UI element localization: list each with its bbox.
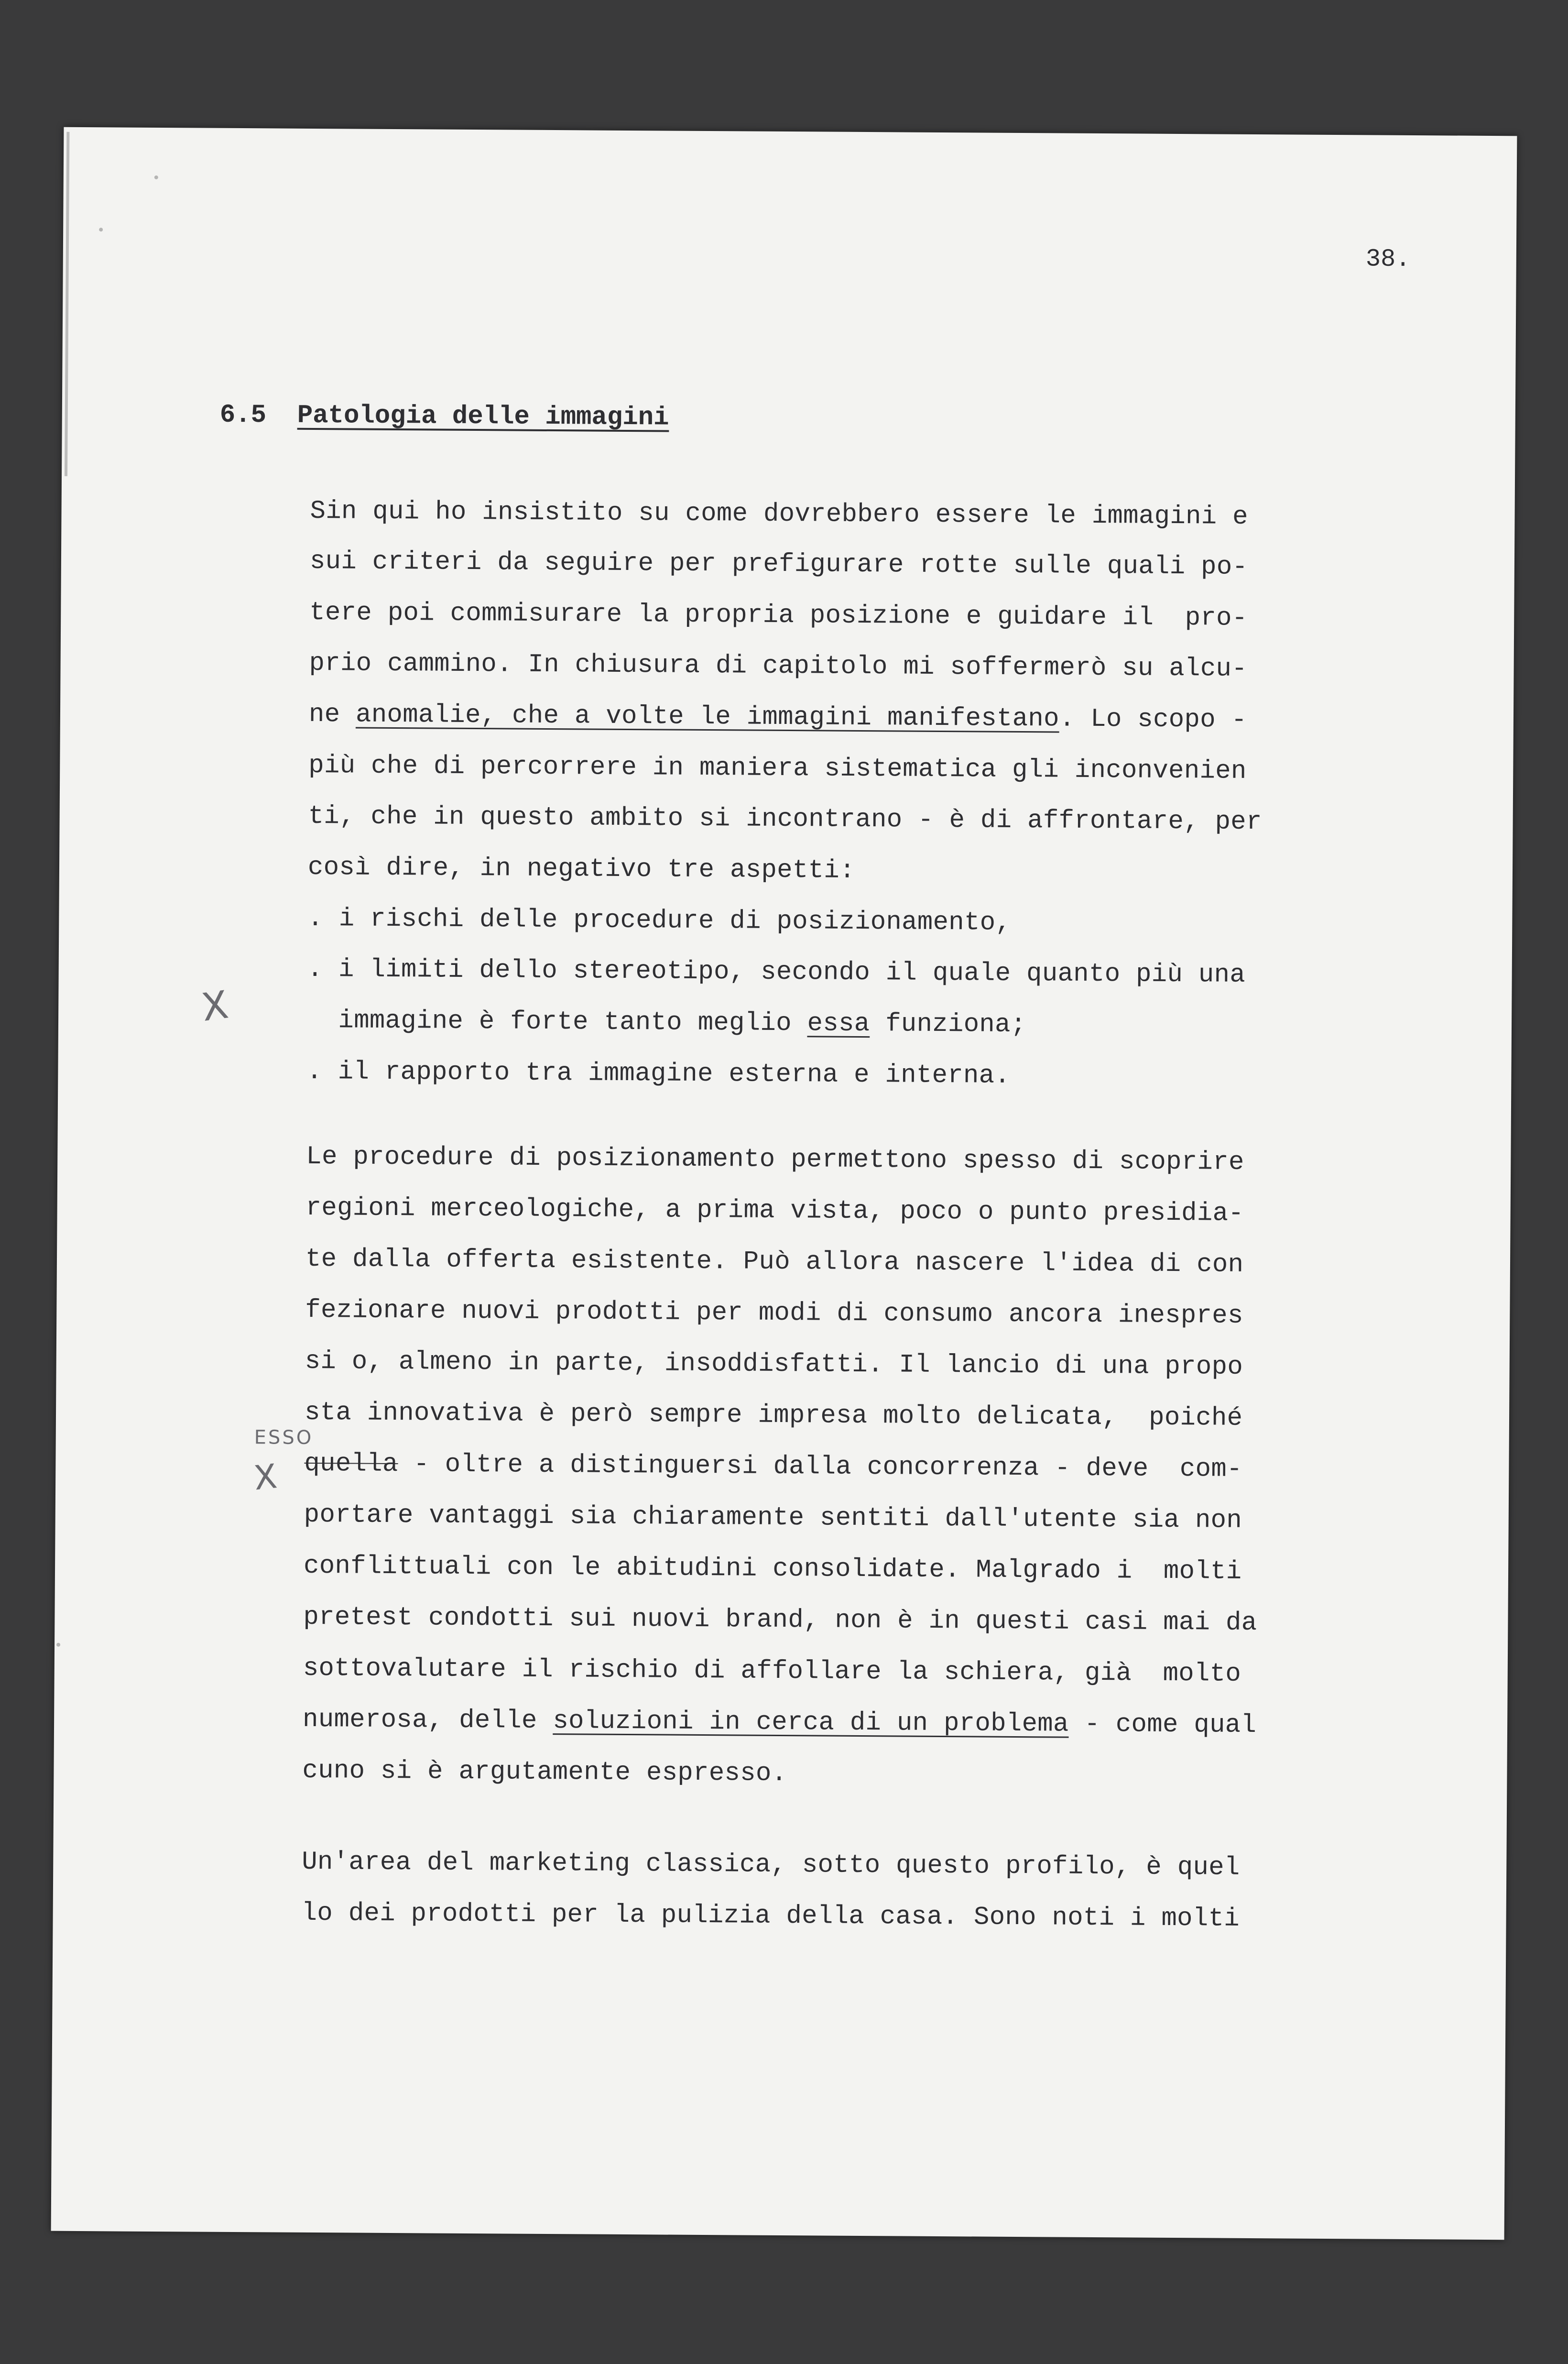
text-line: te dalla offerta esistente. Può allora nascere l'idea di con: [305, 1244, 1244, 1280]
text-line: fezionare nuovi prodotti per modi di consumo ancora inespres: [305, 1295, 1243, 1331]
text-line: sottovalutare il rischio di affollare la schiera, già molto: [303, 1653, 1241, 1689]
struck-word: quella: [304, 1449, 398, 1479]
text-line: Le procedure di posizionamento permettono spesso di scoprire: [306, 1142, 1244, 1177]
text-line: più che di percorrere in maniera sistematica gli inconvenien: [308, 751, 1247, 786]
text-line: conflittuali con le abitudini consolidate. Malgrado i molti: [303, 1551, 1242, 1587]
text-line: sta innovativa è però sempre impresa molto delicata, poiché: [304, 1398, 1243, 1433]
text-line: ti, che in questo ambito si incontrano - è di affrontare, per: [308, 801, 1262, 837]
handwritten-correction: ESSO: [254, 1426, 314, 1449]
underlined-phrase: anomalie, che a volte le immagini manifestano: [355, 700, 1060, 734]
section-number: 6.5: [219, 400, 267, 430]
text-line: regioni merceologiche, a prima vista, poco o punto presidia-: [305, 1193, 1244, 1228]
margin-x-mark: X: [252, 1456, 279, 1498]
page-edge-shadow: [65, 132, 69, 476]
text-segment: numerosa, delle: [302, 1705, 553, 1736]
text-line: portare vantaggi sia chiaramente sentiti dall'utente sia non: [304, 1500, 1242, 1535]
text-line: si o, almeno in parte, insoddisfatti. Il lancio di una propo: [305, 1346, 1243, 1382]
edited-word: essa: [807, 1009, 870, 1039]
bullet-item: . i limiti dello stereotipo, secondo il quale quanto più una: [307, 954, 1246, 990]
paper-speck: [99, 228, 103, 231]
text-line: così dire, in negativo tre aspetti:: [307, 853, 855, 886]
page-number: 38.: [1365, 245, 1411, 274]
text-line: tere poi commisurare la propria posizione e guidare il pro-: [309, 598, 1248, 633]
section-title: Patologia delle immagini: [297, 401, 669, 433]
text-segment: . Lo scopo -: [1059, 704, 1247, 735]
text-line: Un'area del marketing classica, sotto questo profilo, è quel: [302, 1847, 1240, 1882]
text-line: [303, 1705, 1256, 1740]
bullet-item: . i rischi delle procedure di posizionamento,: [307, 904, 1012, 938]
bullet-continuation: [307, 1006, 1026, 1040]
text-line: [309, 700, 1247, 735]
paper-speck: [154, 175, 158, 179]
text-line: sui criteri da seguire per prefigurare rotte sulle quali po-: [309, 547, 1248, 582]
text-line: cuno si è argutamente espresso.: [302, 1756, 787, 1789]
text-segment: - come qual: [1068, 1709, 1257, 1740]
section-heading: [220, 401, 669, 433]
text-line: prio cammino. In chiusura di capitolo mi soffermerò su alcu-: [309, 648, 1248, 684]
text-line: lo dei prodotti per la pulizia della casa. Sono noti i molti: [301, 1898, 1240, 1934]
text-segment: funziona;: [870, 1009, 1026, 1040]
bullet-item: . il rapporto tra immagine esterna e interna.: [306, 1057, 1011, 1091]
text-segment: - oltre a distinguersi dalla concorrenza - deve com-: [398, 1450, 1242, 1484]
text-segment: ne: [308, 700, 356, 730]
document-page: [51, 127, 1517, 2240]
margin-x-mark: X: [199, 982, 231, 1030]
text-line: pretest condotti sui nuovi brand, non è in questi casi mai da: [303, 1602, 1257, 1638]
text-segment: immagine è forte tanto meglio: [306, 1006, 807, 1039]
text-line: [304, 1449, 1242, 1484]
underlined-phrase: soluzioni in cerca di un problema: [553, 1707, 1069, 1739]
text-line: Sin qui ho insistito su come dovrebbero essere le immagini e: [310, 496, 1249, 532]
paper-speck: [56, 1643, 60, 1647]
